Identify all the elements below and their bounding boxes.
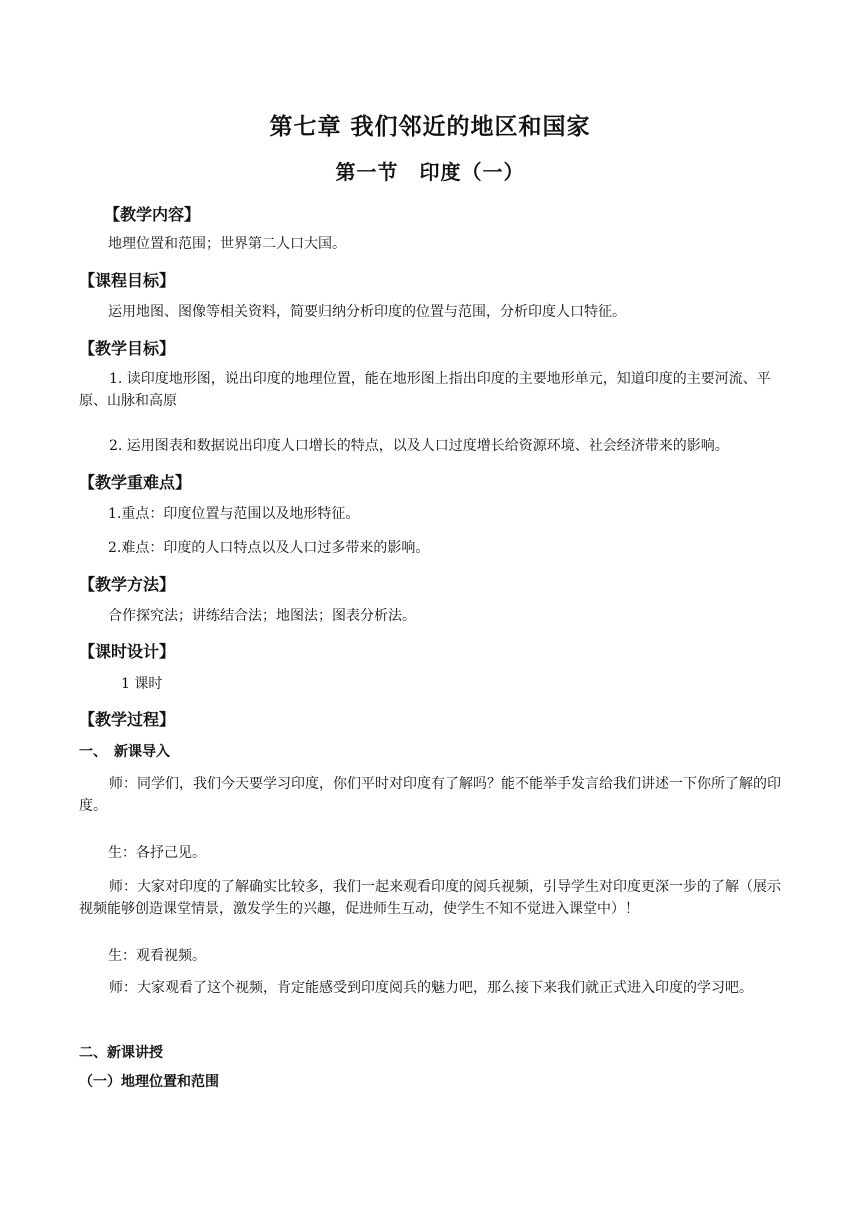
chapter-title: 第七章 我们邻近的地区和国家 (269, 114, 591, 140)
part2-title: 二、新课讲授 (79, 1045, 163, 1061)
teaching-content-text: 地理位置和范围；世界第二人口大国。 (108, 236, 346, 252)
methods-heading: 【教学方法】 (79, 575, 176, 594)
section-title: 第一节 印度（一） (335, 160, 525, 184)
periods-heading: 【课时设计】 (79, 642, 176, 661)
course-goal-heading: 【课程目标】 (79, 271, 176, 290)
student-line-2: 生：观看视频。 (108, 948, 206, 964)
teaching-goal-heading: 【教学目标】 (79, 339, 176, 358)
subsection1-title: （一）地理位置和范围 (79, 1074, 219, 1090)
teaching-goal-item-1: 1. 读印度地形图，说出印度的地理位置，能在地形图上指出印度的主要地形单元，知道印度的主要河流、平原、山脉和高原 (79, 371, 771, 409)
key-point-2: 2.难点：印度的人口特点以及人口过多带来的影响。 (108, 540, 430, 556)
part1-title: 一、 新课导入 (79, 744, 170, 760)
teacher-line-2: 师：大家对印度的了解确实比较多，我们一起来观看印度的阅兵视频，引导学生对印度更深一步的了解（展示视频能够创造课堂情景，激发学生的兴趣，促进师生互动，使学生不知不觉进入课堂中）！ (79, 879, 781, 917)
teacher-line-1: 师：同学们，我们今天要学习印度，你们平时对印度有了解吗？能不能举手发言给我们讲述一下你所了解的印度。 (79, 776, 781, 814)
teacher-line-3: 师：大家观看了这个视频，肯定能感受到印度阅兵的魅力吧，那么接下来我们就正式进入印度的学习吧。 (109, 980, 753, 996)
methods-text: 合作探究法；讲练结合法；地图法；图表分析法。 (108, 608, 416, 624)
periods-text: 1 课时 (121, 676, 163, 692)
teaching-goal-item-2: 2. 运用图表和数据说出印度人口增长的特点，以及人口过度增长给资源环境、社会经济带来的影响。 (109, 438, 729, 454)
student-line-1: 生：各抒己见。 (108, 845, 206, 861)
process-heading: 【教学过程】 (79, 710, 176, 729)
key-point-1: 1.重点：印度位置与范围以及地形特征。 (108, 506, 360, 522)
key-points-heading: 【教学重难点】 (79, 473, 192, 492)
teaching-content-heading: 【教学内容】 (104, 205, 201, 224)
course-goal-text: 运用地图、图像等相关资料，简要归纳分析印度的位置与范围，分析印度人口特征。 (108, 304, 626, 320)
